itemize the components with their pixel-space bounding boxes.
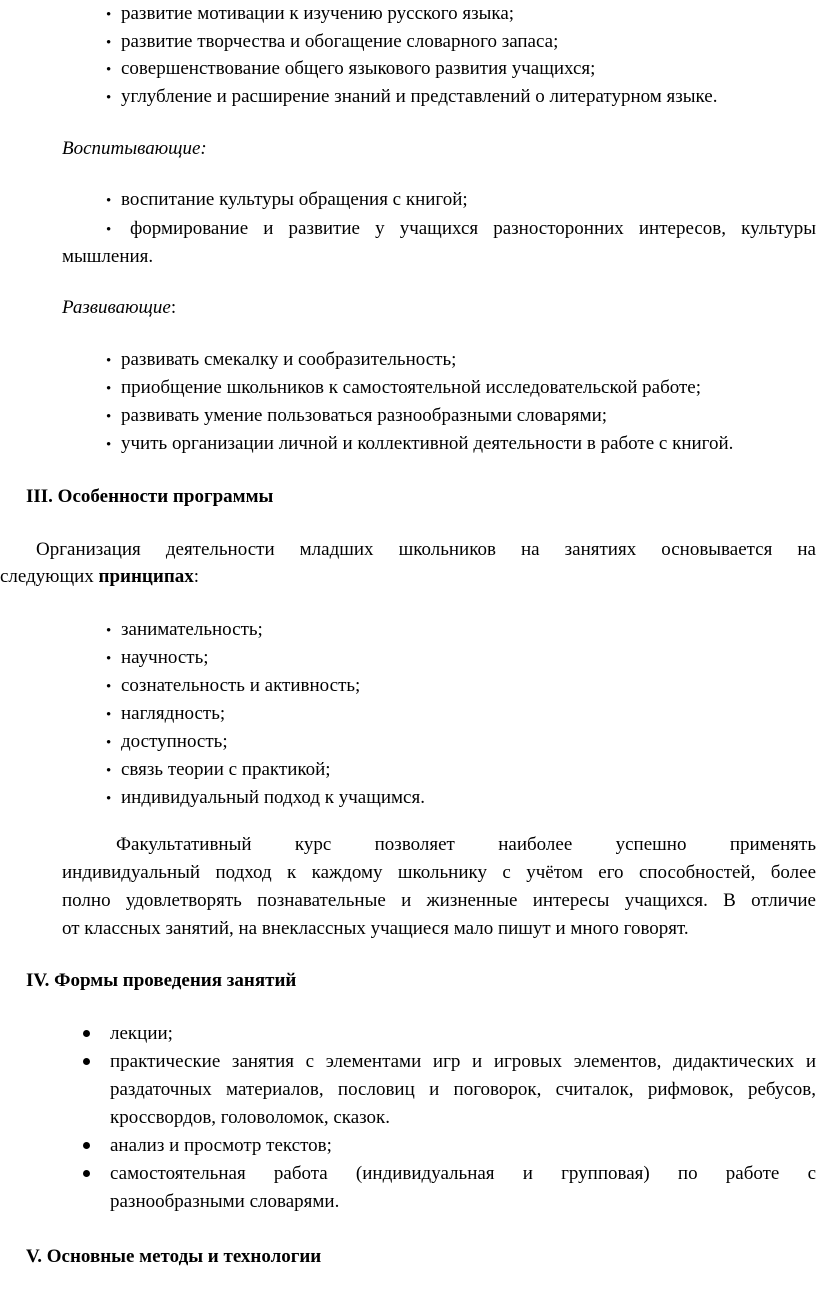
bullet-icon: •: [106, 35, 112, 51]
list-item: • углубление и расширение знаний и представлений о литературном языке.: [106, 83, 717, 112]
list-item: • развивать смекалку и сообразительность;: [106, 346, 456, 375]
bullet-icon: •: [106, 707, 112, 723]
list-item: • формирование и развитие у учащихся разносторонних интересов, культуры: [106, 215, 816, 244]
bullet-icon: •: [106, 735, 112, 751]
paragraph-line: следующих принципах:: [0, 566, 200, 587]
bullet-icon: •: [106, 651, 112, 667]
list-item: • совершенствование общего языкового развития учащихся;: [106, 55, 595, 84]
paragraph-line: индивидуальный подход к каждому школьнику с учётом его способностей, более: [62, 862, 816, 883]
list-item: • приобщение школьников к самостоятельной исследовательской работе;: [106, 374, 701, 403]
list-item: • занимательность;: [106, 616, 263, 645]
bullet-icon: •: [106, 381, 112, 397]
section-heading-3: III. Особенности программы: [26, 486, 274, 507]
list-item: • индивидуальный подход к учащимся.: [106, 784, 425, 813]
list-item: • научность;: [106, 644, 209, 673]
bullet-icon: •: [106, 222, 112, 238]
bullet-icon: •: [106, 353, 112, 369]
paragraph-line: Факультативный курс позволяет наиболее успешно применять: [116, 834, 816, 855]
bullet-icon: •: [106, 679, 112, 695]
list-item: • развитие творчества и обогащение словарного запаса;: [106, 28, 558, 57]
list-item: • развивать умение пользоваться разнообразными словарями;: [106, 402, 607, 431]
paragraph-line: полно удовлетворять познавательные и жизненные интересы учащихся. В отличие: [62, 890, 816, 911]
list-item: • воспитание культуры обращения с книгой;: [106, 186, 468, 215]
subheading-educational: Воспитывающие:: [62, 138, 207, 159]
bullet-icon: [83, 1030, 90, 1037]
subheading-developing: Развивающие:: [62, 297, 177, 318]
list-item: самостоятельная работа (индивидуальная и групповая) по работе с: [110, 1163, 816, 1184]
list-item: практические занятия с элементами игр и игровых элементов, дидактических и: [110, 1051, 816, 1072]
list-item-continuation: мышления.: [62, 246, 154, 267]
bullet-icon: •: [106, 409, 112, 425]
bullet-icon: [83, 1142, 90, 1149]
bullet-icon: •: [106, 62, 112, 78]
bullet-icon: •: [106, 193, 112, 209]
list-item: • доступность;: [106, 728, 228, 757]
list-item: анализ и просмотр текстов;: [110, 1135, 332, 1156]
list-item: • сознательность и активность;: [106, 672, 360, 701]
section-heading-4: IV. Формы проведения занятий: [26, 970, 297, 991]
bullet-icon: •: [106, 791, 112, 807]
bullet-icon: [83, 1058, 90, 1065]
bullet-icon: •: [106, 763, 112, 779]
list-item: лекции;: [110, 1023, 173, 1044]
bullet-icon: [83, 1170, 90, 1177]
bullet-icon: •: [106, 437, 112, 453]
list-item-continuation: разнообразными словарями.: [110, 1191, 340, 1212]
bullet-icon: •: [106, 90, 112, 106]
section-heading-5: V. Основные методы и технологии: [26, 1246, 322, 1267]
list-item: • связь теории с практикой;: [106, 756, 331, 785]
paragraph-line: от классных занятий, на внеклассных учащиеся мало пишут и много говорят.: [62, 918, 689, 939]
list-item-continuation: раздаточных материалов, пословиц и поговорок, считалок, рифмовок, ребусов,: [110, 1079, 816, 1100]
list-item: • наглядность;: [106, 700, 225, 729]
paragraph-line: Организация деятельности младших школьников на занятиях основывается на: [36, 539, 816, 560]
list-item: • развитие мотивации к изучению русского языка;: [106, 0, 514, 29]
bullet-icon: •: [106, 623, 112, 639]
list-item-continuation: кроссвордов, головоломок, сказок.: [110, 1107, 390, 1128]
list-item: • учить организации личной и коллективной деятельности в работе с книгой.: [106, 430, 733, 459]
bullet-icon: •: [106, 7, 112, 23]
